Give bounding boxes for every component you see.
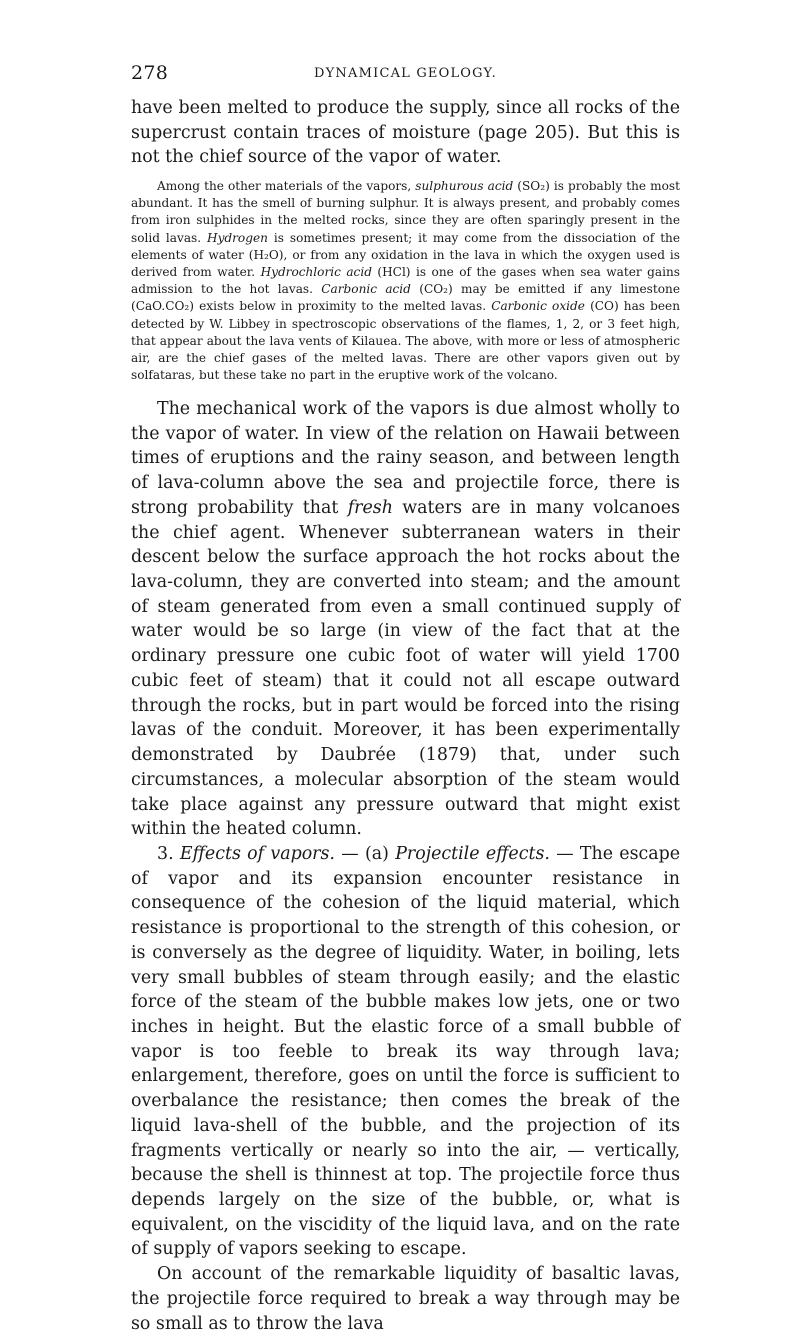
term-hydrogen: Hydrogen — [207, 230, 268, 245]
running-head: DYNAMICAL GEOLOGY. — [314, 66, 497, 81]
paragraph-text: waters are in many volcanoes the chief agent. Whenever subterranean waters in their descent below the surface approach the hot rocks about the lava-column, they are converted into steam; and the amount of steam generated from even a small continued supply of water would be so large (in view of the fact that at the ordinary pressure one cubic foot of water will yield 1700 cubic feet of steam) that it could not all escape outward through the rocks, but in part would be forced into the rising lavas of the conduit. Moreover, it has been experimentally demonstrated by Daubrée (1879) that, under such circumstances, a molecular absorption of the steam would take place against any pressure outward that might exist within the heated column. — [131, 497, 680, 840]
section-number: 3. — [157, 843, 174, 864]
small-print-note — [131, 178, 680, 384]
emphasis-fresh: fresh — [347, 497, 393, 518]
note-text: is sometimes present; it may come from the dissociation of the elements of water (H₂O), or from any oxidation in the lava in which the oxygen used is derived from water. — [131, 230, 680, 280]
subsection-marker: — (a) — [341, 843, 389, 864]
note-text: (CO) has been detected by W. Libbey in spectroscopic observations of the flames, 1, 2, or 3 feet high, that appear about the lava vents of Kilauea. The above, with more or less of atmospheric air, are the chief gases of the melted lavas. There are other vapors given out by solfataras, but these take no part in the eruptive work of the volcano. — [131, 299, 680, 383]
note-text: (HCl) is one of the gases when sea water gains admission to the hot lavas. — [131, 265, 680, 297]
note-text: (SO₂) is probably the most abundant. It has the smell of burning sulphur. It is always present, and probably comes from iron sulphides in the melted rocks, since they are often sparingly present in the solid lavas. — [131, 179, 680, 245]
page-header — [131, 62, 680, 84]
paragraph-basaltic-lavas: On account of the remarkable liquidity of basaltic lavas, the projectile force required to break a way through may be so small as to throw the lava — [131, 1264, 680, 1334]
paragraph-text: — The escape of vapor and its expansion encounter resistance in consequence of the cohesion of the liquid material, which resistance is proportional to the strength of this cohesion, or is conversely as the degree of liquidity. Water, in boiling, lets very small bubbles of steam through easily; and the elastic force of the steam of the bubble makes low jets, one or two inches in height. But the elastic force of a small bubble of vapor is too feeble to break its way through lava; enlargement, therefore, goes on until the force is sufficient to overbalance the resistance; then comes the break of the liquid lava-shell of the bubble, and the projection of its fragments vertically or nearly so into the air, — vertically, because the shell is thinnest at top. The projectile force thus depends largely on the size of the bubble, or, what is equivalent, on the viscidity of the liquid lava, and on the rate of supply of vapors seeking to escape. — [131, 843, 681, 1260]
paragraph-continued: have been melted to produce the supply, since all rocks of the supercrust contain traces of moisture (page 205). But this is not the chief source of the vapor of water. — [131, 98, 680, 168]
main-text — [131, 397, 680, 1336]
page-number: 278 — [131, 62, 169, 84]
paragraph-mechanical-work — [131, 397, 680, 842]
subsection-heading: Projectile effects. — [395, 843, 550, 864]
note-text: Among the other materials of the vapors, — [157, 179, 412, 193]
section-heading: Effects of vapors. — [179, 843, 335, 864]
term-hydrochloric-acid: Hydrochloric acid — [260, 265, 372, 280]
paragraph-effects-of-vapors — [131, 842, 680, 1262]
term-sulphurous-acid: sulphurous acid — [415, 179, 514, 193]
term-carbonic-acid: Carbonic acid — [321, 282, 411, 297]
paragraph-text: The mechanical work of the vapors is due almost wholly to the vapor of water. In view of the relation on Hawaii between times of eruptions and the rainy season, and between length of lava-column above the sea and projectile force, there is strong probability that — [131, 399, 680, 518]
term-carbonic-oxide: Carbonic oxide — [491, 299, 585, 314]
note-text: (CO₂) may be emitted if any limestone (CaO.CO₂) exists below in proximity to the melted lavas. — [131, 282, 680, 314]
